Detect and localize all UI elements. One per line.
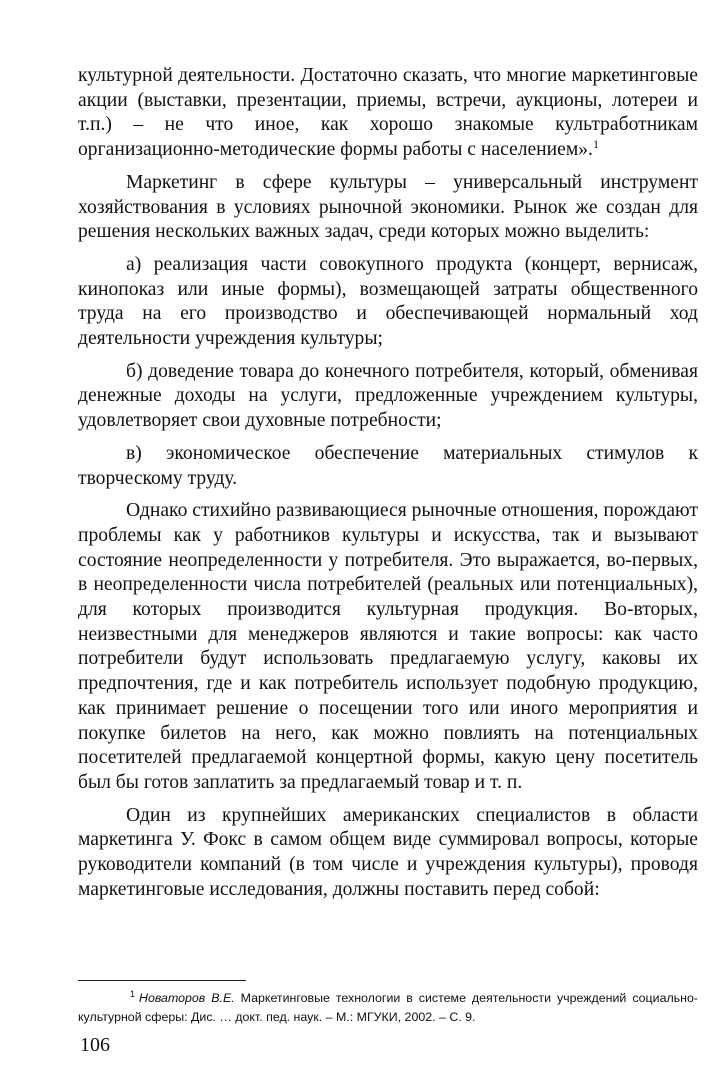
list-item-c: в) экономическое обеспечение материальных стимулов к творческому труду. xyxy=(78,442,698,489)
paragraph-marketing: Маркетинг в сфере культуры – универсальный инструмент хозяйствования в условиях рыночной экономики. Рынок же создан для решения нескольких важных задач, среди которых можно выделить: xyxy=(78,171,698,243)
paragraph-market-problems: Однако стихийно развивающиеся рыночные отношения, порождают проблемы как у работников культуры и искусства, так и вызывают состояние неопределенности у потребителя. Это выражается, во-первых, в неопределенности числа потребителей (реальных или потенциальных), для которых производится культурная продукция. Во-вторых, неизвестными для менеджеров являются и такие вопросы: как часто потребители будут использовать предлагаемую услугу, каковы их предпочтения, где и как потребитель использует подобную продукцию, как принимает решение о посещении того или иного мероприятия и покупке билетов на него, как можно повлиять на потенциальных посетителей предлагаемой концертной формы, какую цену посетитель был бы готов заплатить за предлагаемый товар и т. п. xyxy=(78,500,698,793)
paragraph-fox-questions: Один из крупнейших американских специалистов в области маркетинга У. Фокс в самом общем виде суммировал вопросы, которые руководители компаний (в том числе и учреждения культуры), проводя маркетинговые исследования, должны поставить перед собой: xyxy=(78,804,698,900)
list-item-b: б) доведение товара до конечного потребителя, который, обменивая денежные доходы на услуги, предложенные учреждением культуры, удовлетворяет свои духовные потребности; xyxy=(78,360,698,432)
paragraph-continued: культурной деятельности. Достаточно сказать, что многие маркетинговые акции (выставки, презентации, приемы, встречи, аукционы, лотереи и т.п.) – не что иное, как хорошо знакомые культработникам организационно-методические формы работы с населением».$^1$ xyxy=(78,65,698,161)
page-number: 106 xyxy=(80,1034,110,1056)
footnote-ref: 1 xyxy=(592,137,599,152)
list-item-a: а) реализация части совокупного продукта (концерт, вернисаж, кинопоказ или иные формы), возмещающей затраты общественного труда на его производство и обеспечивающей нормальный ход деятельности учреждения культуры; xyxy=(78,253,698,350)
footnote xyxy=(78,989,698,1027)
footnote-author: Новаторов В.Е. xyxy=(139,991,235,1005)
footnote-divider xyxy=(78,980,246,981)
footnote-text: Маркетинговые технологии в системе деятельности учреждений социально-культурной сферы: Дис. … докт. пед. наук. – М.: МГУКИ, 2002. – С. 9. xyxy=(78,991,698,1024)
footnote-mark: 1 xyxy=(130,989,136,999)
page-body xyxy=(78,64,698,903)
